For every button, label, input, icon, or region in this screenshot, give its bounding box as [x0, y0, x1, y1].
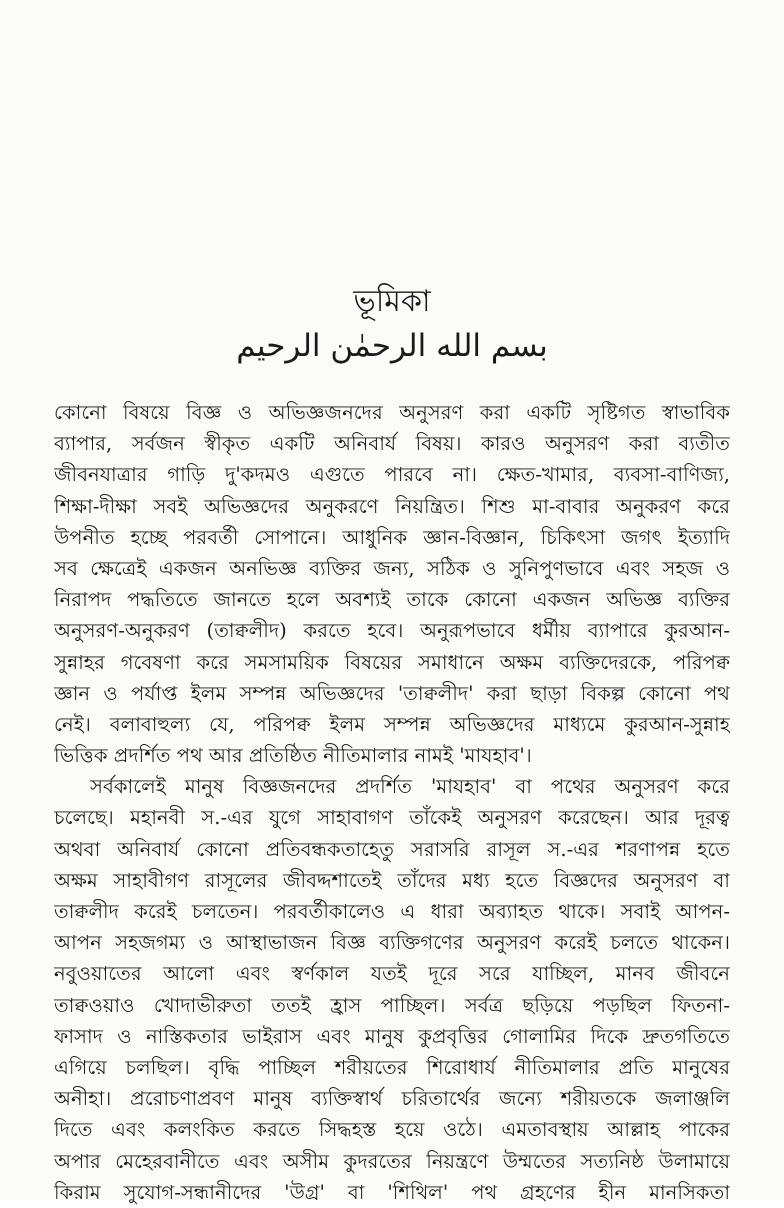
text-line: অপার মেহেরবানীতে এবং অসীম কুদরতের নিয়ন্ত্রণে উম্মতের সত্যনিষ্ঠ উলামায়ে	[54, 1149, 730, 1173]
text-line: ফাসাদ ও নাস্তিকতার ভাইরাস এবং মানুষ কুপ্রবৃত্তির গোলামির দিকে দ্রুতগতিতে	[54, 1024, 730, 1048]
text-line: অনীহা। প্ররোচণাপ্রবণ মানুষ ব্যক্তিস্বার্থ চরিতার্থের জন্যে শরীয়তকে জলাঞ্জলি	[54, 1087, 730, 1111]
text-line: সুন্নাহর গবেষণা করে সমসাময়িক বিষয়ের সমাধানে অক্ষম ব্যক্তিদেরকে, পরিপক্ব	[54, 650, 730, 674]
text-line: দিতে এবং কলংকিত করতে সিদ্ধহস্ত হয়ে ওঠে। এমতাবস্থায় আল্লাহ পাকের	[54, 1118, 730, 1142]
text-line: নবুওয়াতের আলো এবং স্বর্ণকাল যতই দূরে সরে যাচ্ছিল, মানব জীবনে	[54, 962, 730, 986]
text-line: শিক্ষা-দীক্ষা সবই অভিজ্ঞদের অনুকরণে নিয়ন্ত্রিত। শিশু মা-বাবার অনুকরণ করে	[54, 494, 730, 518]
page-title: ভূমিকা	[353, 284, 431, 319]
text-line: অথবা অনিবার্য কোনো প্রতিবন্ধকতাহেতু সরাসরি রাসূল স.-এর শরণাপন্ন হতে	[54, 837, 730, 861]
text-line: জ্ঞান ও পর্যাপ্ত ইলম সম্পন্ন অভিজ্ঞদের 'তাক্বলীদ' করা ছাড়া বিকল্প কোনো পথ	[54, 681, 730, 705]
text-line: তাক্বলীদ করেই চলতেন। পরবর্তীকালেও এ ধারা অব্যাহত থাকে। সবাই আপন-	[54, 900, 730, 923]
text-line: কোনো বিষয়ে বিজ্ঞ ও অভিজ্ঞজনদের অনুসরণ করা একটি সৃষ্টিগত স্বাভাবিক	[54, 401, 730, 424]
text-line: সর্বকালেই মানুষ বিজ্ঞজনদের প্রদর্শিত 'মাযহাব' বা পথের অনুসরণ করে	[90, 775, 730, 799]
body-text	[54, 397, 730, 1208]
text-line: জীবনযাত্রার গাড়ি দু'কদমও এগুতে পারবে না। ক্ষেত-খামার, ব্যবসা-বাণিজ্য,	[54, 463, 730, 487]
text-line: কিরাম সুযোগ-সন্ধানীদের 'উগ্র' বা 'শিথিল' পথ গ্রহণের হীন মানসিকতা	[54, 1180, 730, 1204]
text-line: ব্যাপার, সর্বজন স্বীকৃত একটি অনিবার্য বিষয়। কারও অনুসরণ করা ব্যতীত	[54, 432, 730, 456]
basmala: بسم الله الرحمٰن الرحيم	[236, 328, 548, 364]
text-line: অক্ষম সাহাবীগণ রাসূলের জীবদ্দশাতেই তাঁদের মধ্য হতে বিজ্ঞদের অনুসরণ বা	[54, 868, 730, 892]
text-line: নিরাপদ পদ্ধতিতে জানতে হলে অবশ্যই তাকে কোনো একজন অভিজ্ঞ ব্যক্তির	[54, 588, 730, 612]
text-line: সব ক্ষেত্রেই একজন অনভিজ্ঞ ব্যক্তির জন্য, সঠিক ও সুনিপুণভাবে এবং সহজ ও	[54, 556, 730, 580]
text-line: উপনীত হচ্ছে পরবর্তী সোপানে। আধুনিক জ্ঞান-বিজ্ঞান, চিকিৎসা জগৎ ইত্যাদি	[54, 525, 730, 549]
text-line: এগিয়ে চলছিল। বৃদ্ধি পাচ্ছিল শরীয়তের শিরোধার্য নীতিমালার প্রতি মানুষের	[54, 1055, 730, 1079]
text-line: অনুসরণ-অনুকরণ (তাক্বলীদ) করতে হবে। অনুরূপভাবে ধর্মীয় ব্যাপারে কুরআন-	[54, 619, 730, 643]
text-line: ভিত্তিক প্রদর্শিত পথ আর প্রতিষ্ঠিত নীতিমালার নামই 'মাযহাব'।	[54, 744, 532, 768]
text-line: নেই। বলাবাহুল্য যে, পরিপক্ব ইলম সম্পন্ন অভিজ্ঞদের মাধ্যমে কুরআন-সুন্নাহ	[54, 712, 730, 736]
text-line: চলেছে। মহানবী স.-এর যুগে সাহাবাগণ তাঁকেই অনুসরণ করেছেন। আর দূরত্ব	[54, 806, 730, 830]
text-line: আপন সহজগম্য ও আস্থাভাজন বিজ্ঞ ব্যক্তিগণের অনুসরণ করেই চলতে থাকেন।	[54, 931, 730, 955]
text-line: তাক্বওয়াও খোদাভীরুতা ততই হ্রাস পাচ্ছিল। সর্বত্র ছড়িয়ে পড়ছিল ফিতনা-	[54, 993, 730, 1017]
